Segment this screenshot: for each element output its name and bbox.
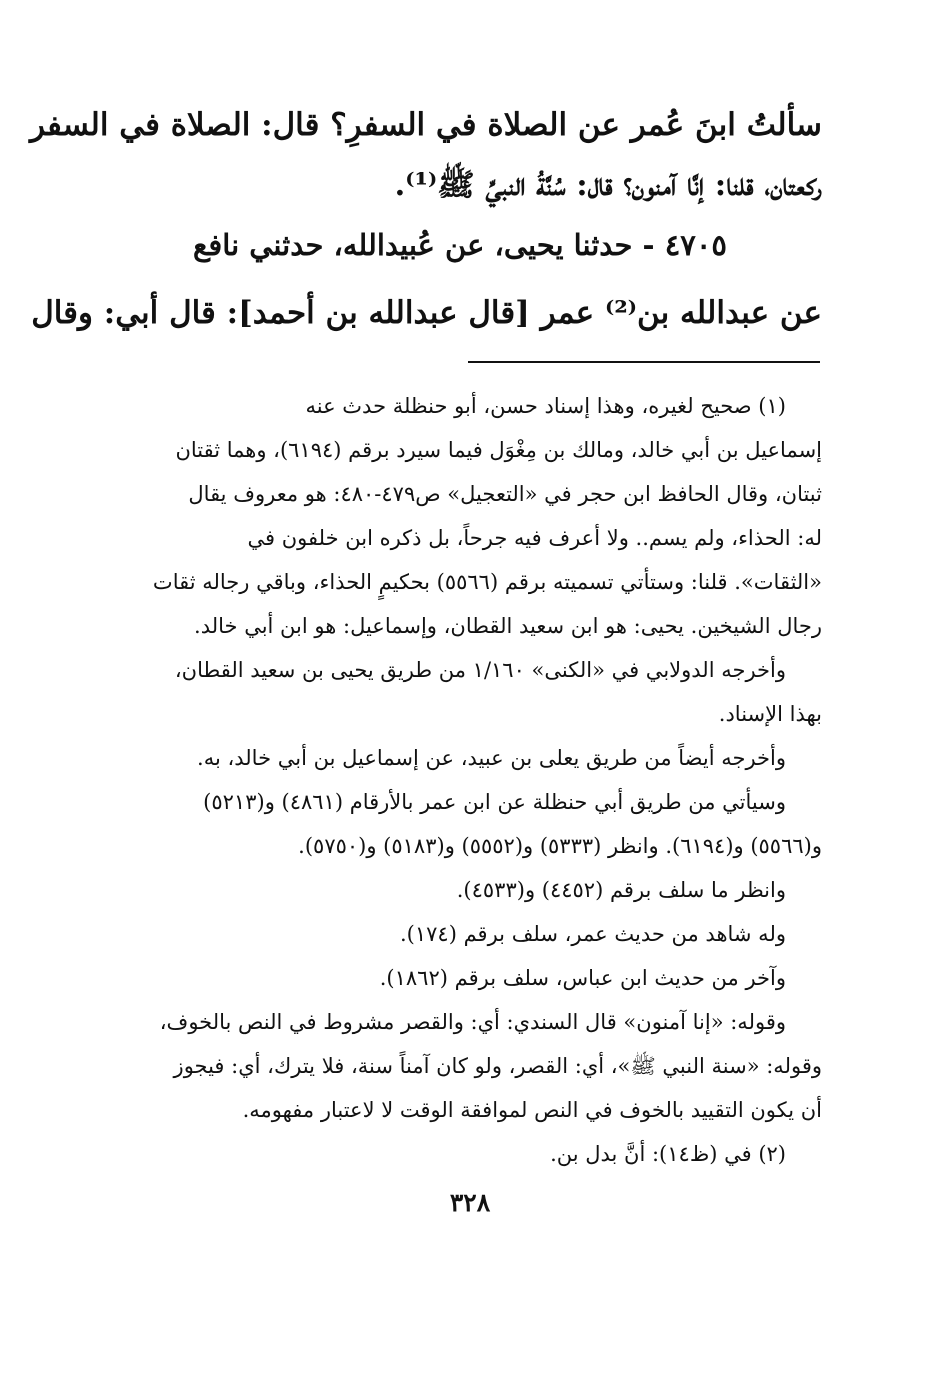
footnote-line: ثبتان، وقال الحافظ ابن حجر في «التعجيل» ص٤٧٩-٤٨٠: هو معروف يقال	[188, 482, 822, 506]
footnote-line: أن يكون التقييد بالخوف في النص لموافقة الوقت لا لاعتبار مفهومه.	[242, 1098, 822, 1122]
footnote-line: رجال الشيخين. يحيى: هو ابن سعيد القطان، وإسماعيل: هو ابن أبي خالد.	[194, 614, 822, 638]
footnote-line: وأخرجه أيضاً من طريق يعلى بن عبيد، عن إسماعيل بن أبي خالد، به.	[197, 746, 786, 770]
footnote-line: وأخرجه الدولابي في «الكنى» ١/١٦٠ من طريق يحيى بن سعيد القطان،	[174, 658, 786, 682]
footnote-line: (١) صحيح لغيره، وهذا إسناد حسن، أبو حنظلة حدث عنه	[305, 394, 786, 418]
footnote-line: و(٥٥٦٦) و(٦١٩٤). وانظر (٥٣٣٣) و(٥٥٥٢) و(٥١٨٣) و(٥٧٥٠).	[298, 834, 822, 858]
footnote-line: «الثقات». قلنا: وستأتي تسميته برقم (٥٥٦٦) بحكيمٍ الحذاء، وباقي رجاله ثقات	[152, 570, 822, 594]
footnote-line: له: الحذاء، ولم يسم.. ولا أعرف فيه جرحاً، بل ذكره ابن خلفون في	[247, 526, 822, 550]
footnote-line: بهذا الإسناد.	[718, 702, 822, 726]
footnote-line: وآخر من حديث ابن عباس، سلف برقم (١٨٦٢).	[379, 966, 786, 990]
footnote-line: وله شاهد من حديث عمر، سلف برقم (١٧٤).	[399, 922, 786, 946]
footnote-line: وقوله: «إنا آمنون» قال السندي: أي: والقصر مشروط في النص بالخوف،	[159, 1010, 786, 1034]
footnote-line: وانظر ما سلف برقم (٤٤٥٢) و(٤٥٣٣).	[456, 878, 786, 902]
footnote-line: وسيأتي من طريق أبي حنظلة عن ابن عمر بالأرقام (٤٨٦١) و(٥٢١٣)	[203, 790, 786, 814]
page-number: ٣٢٨	[449, 1188, 491, 1217]
footnote-line: إسماعيل بن أبي خالد، ومالك بن مِغْوَل فيما سيرد برقم (٦١٩٤)، وهما ثقتان	[175, 438, 822, 462]
hadith-number-line: ٤٧٠٥ - حدثنا يحيى، عن عُبيدالله، حدثني نافع	[192, 228, 727, 262]
footnote-line: وقوله: «سنة النبي ﷺ»، أي: القصر، ولو كان آمناً سنة، فلا يترك، أي: فيجوز	[173, 1054, 822, 1078]
footnotes-block	[112, 384, 822, 1176]
main-text-line: ركعتان، قلنا: إنَّا آمنون؟ قال: سُنَّةُ النبيِّ ﷺ⁽¹⁾.	[394, 167, 822, 203]
main-text-block	[29, 95, 822, 343]
main-text-line: عن عبدالله بن⁽²⁾ عمر [قال عبدالله بن أحمد]: قال أبي: وقال	[31, 295, 822, 331]
footnote-line: (٢) في (ظ١٤): أنَّ بدل بن.	[550, 1142, 786, 1166]
footnote-separator	[468, 361, 820, 363]
main-text-line: سألتُ ابنَ عُمر عن الصلاة في السفرِ؟ قال: الصلاة في السفر	[29, 107, 822, 143]
